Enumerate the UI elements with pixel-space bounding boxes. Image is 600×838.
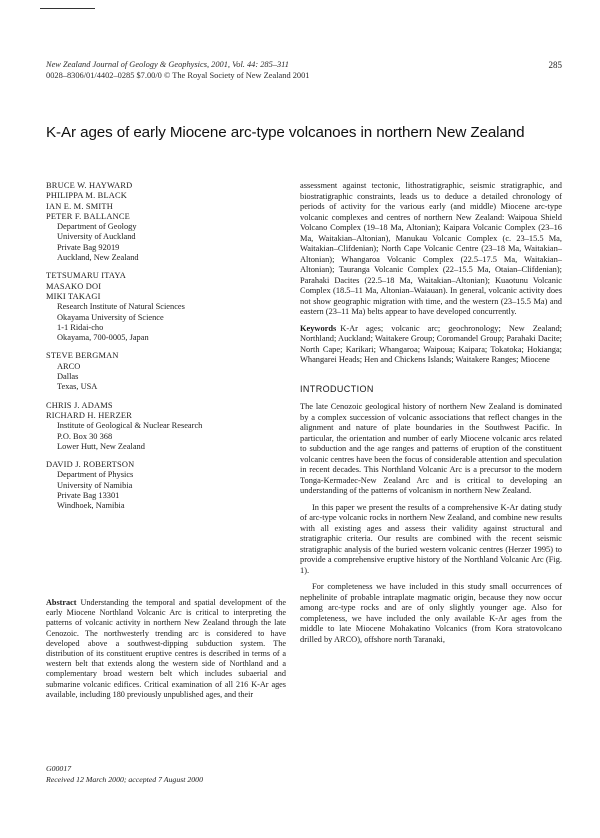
affiliation-line: Okayama, 700-0005, Japan <box>57 333 149 343</box>
received-dates: Received 12 March 2000; accepted 7 August 2000 <box>46 774 203 784</box>
intro-paragraph: The late Cenozoic geological history of northern New Zealand is dominated by a complex succession of volcanic associations that reflect changes in the alignment and nature of plate boundaries in the Southwest Pacific. In particular, the orientation and number of early Miocene volcanic arcs related to subduction and the age ranges and patterns of eruption of the constituent volcanic centres have been the focus of considerable attention and speculation in recent decades. This Northland Volcanic Arc is a precursor to the modern Tonga-Kermadec-New Zealand Arc and is critical to developing an understanding of the patterns of volcanism in northern New Zealand. <box>300 402 562 495</box>
affiliation-line: Institute of Geological & Nuclear Research <box>57 421 203 431</box>
affiliation-line: Okayama University of Science <box>57 312 164 322</box>
author-name: TETSUMARU ITAYA <box>46 271 126 281</box>
running-head <box>46 60 566 81</box>
author-name: MASAKO DOI <box>46 281 102 291</box>
author-name: STEVE BERGMAN <box>46 351 119 361</box>
affiliation-line: Private Bag 13301 <box>57 491 120 501</box>
author-name: PHILIPPA M. BLACK <box>46 191 128 201</box>
right-column <box>300 181 562 645</box>
abstract-continued: assessment against tectonic, lithostratigraphic, seismic stratigraphic, and biostratigraphic constraints, leads us to deduce a detailed chronology of periods of activity for the various early (and middle) Miocene arc-type volcanic complexes and centres of northern New Zealand: Waipoua Shield Volcano Complex (19–18 Ma, Altonian); Kaipara Volcanic Complex (23–16 Ma, Waitakian–Altonian), Manukau Volcanic Complex (c. 23–15.5 Ma, Waitakian–Clifdenian); North Cape Volcanic Centre (23–18 Ma, Waitakian–Altonian); Whangaroa Volcanic Complex (22.5–17.5 Ma, Waitakian–Altonian); Tauranga Volcanic Complex (22–15.5 Ma, Otaian–Clifdenian); Parahaki Dacites (22.5–18 Ma, Waitakian–Altonian); Kuaotunu Volcanic Complex (18.5–11 Ma, Altonian–Waiauan). In general, volcanic activity does not show geographic migration with time, and the western (23–15.5 Ma) and eastern (23–11 Ma) belts appear to have developed concurrently. <box>300 181 562 316</box>
affiliation-line: Lower Hutt, New Zealand <box>57 441 145 451</box>
affiliation <box>46 421 286 452</box>
top-rule <box>40 8 95 9</box>
affiliation-line: Dallas <box>57 372 79 382</box>
affiliation <box>46 470 286 511</box>
abstract-heading: Abstract <box>46 598 77 607</box>
affiliation-line: Texas, USA <box>57 382 98 392</box>
affiliation-line: Research Institute of Natural Sciences <box>57 302 185 312</box>
affiliation <box>46 222 286 263</box>
author-group <box>46 271 286 343</box>
affiliation-line: ARCO <box>57 361 81 371</box>
author-group <box>46 401 286 452</box>
issn-copyright: 0028–8306/01/4402–0285 $7.00/0 © The Royal Society of New Zealand 2001 <box>46 70 310 80</box>
page-number: 285 <box>548 60 562 70</box>
author-name: BRUCE W. HAYWARD <box>46 181 133 190</box>
affiliation-line: Department of Physics <box>57 470 134 480</box>
abstract-text: Understanding the temporal and spatial development of the early Miocene Northland Volcanic Arc is critical to interpreting the patterns of volcanic activity in northern New Zealand through the late Cenozoic. The northwesterly trending arc is considered to have developed above a southwest-dipping subduction system. The distribution of its constituent eruptive centres is described in terms of a western belt that extends along the western side of Northland and a complementary broad western belt which includes subaerial and submarine volcanic edifices. Critical examination of all 216 K-Ar ages available, including 180 previously unpublished ages, and their <box>46 598 286 699</box>
keywords-heading: Keywords <box>300 323 337 333</box>
author-list <box>46 181 286 512</box>
author-group <box>46 460 286 511</box>
affiliation <box>46 362 286 393</box>
manuscript-id: G00017 <box>46 764 72 773</box>
author-name: MIKI TAKAGI <box>46 291 101 301</box>
introduction-heading: INTRODUCTION <box>300 383 374 394</box>
affiliation-line: P.O. Box 30 368 <box>57 431 113 441</box>
author-group <box>46 181 286 263</box>
abstract <box>46 598 286 700</box>
affiliation-line: University of Auckland <box>57 232 136 242</box>
author-name: IAN E. M. SMITH <box>46 201 113 211</box>
affiliation-line: Auckland, New Zealand <box>57 253 139 263</box>
author-name: RICHARD H. HERZER <box>46 410 132 420</box>
author-name: PETER F. BALLANCE <box>46 211 130 221</box>
author-name: DAVID J. ROBERTSON <box>46 460 135 470</box>
manuscript-footer <box>46 764 286 785</box>
affiliation-line: 1-1 Ridai-cho <box>57 322 104 332</box>
affiliation-line: Department of Geology <box>57 222 137 232</box>
affiliation-line: Private Bag 92019 <box>57 242 120 252</box>
article-title: K-Ar ages of early Miocene arc-type volcanoes in northern New Zealand <box>46 124 525 141</box>
author-name: CHRIS J. ADAMS <box>46 400 113 410</box>
intro-paragraph: In this paper we present the results of a comprehensive K-Ar dating study of arc-type volcanic rocks in northern New Zealand, and combine new results with all existing ages and assess their validity against structural and stratigraphic criteria. Our results are combined with the recent seismic stratigraphic analysis of the buried western volcanic centres (Herzer 1995) to provide a comprehensive eruptive history of the Northland Volcanic Arc (Fig. 1). <box>300 502 562 575</box>
author-group <box>46 351 286 392</box>
journal-citation: New Zealand Journal of Geology & Geophysics, 2001, Vol. 44: 285–311 <box>46 60 289 69</box>
affiliation-line: University of Namibia <box>57 480 133 490</box>
affiliation <box>46 302 286 343</box>
affiliation-line: Windhoek, Namibia <box>57 501 125 511</box>
keywords-list: K-Ar ages; volcanic arc; geochronology; New Zealand; Northland; Auckland; Waitakere Group; Coromandel Group; Parahaki Dacite; North Cape; Karikari; Whangaroa; Waipoua; Kaipara; Tokatoka; Hokianga; Whangarei Heads; Hen and Chickens Islands; Waitakere Ranges; Miocene <box>300 323 562 364</box>
intro-paragraph: For completeness we have included in this study small occurrences of nephelinite of probable intraplate magmatic origin, because they now occur among arc-type rocks and are of only slightly younger age. Also for completeness, we have included the only available K-Ar ages from the middle to late Miocene Mohakatino Volcanics (from Kora stratovolcano drilled by ARCO), offshore north Taranaki, <box>300 582 562 644</box>
keywords <box>300 324 562 366</box>
